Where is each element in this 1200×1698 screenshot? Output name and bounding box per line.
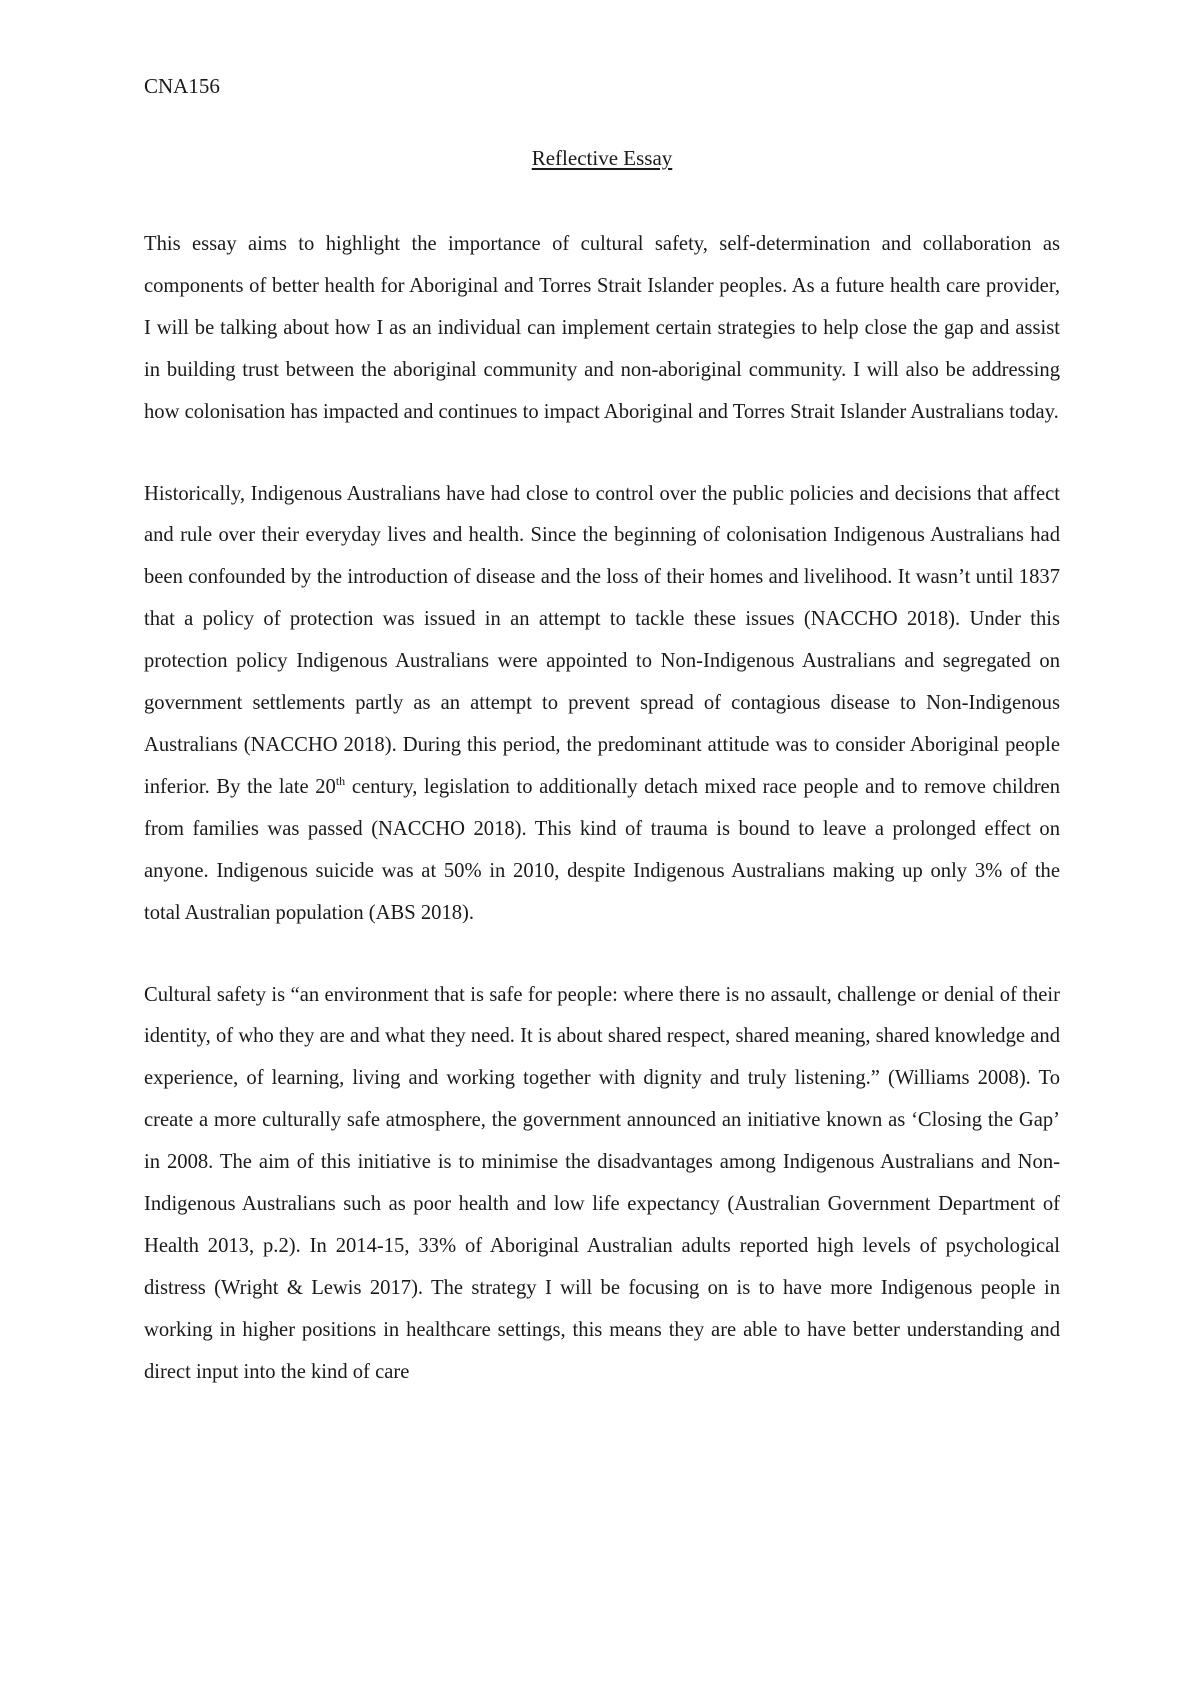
ordinal-superscript: th bbox=[335, 774, 346, 789]
paragraph-history-text-part1: Historically, Indigenous Australians have had close to control over the public policies and decisions that affect and rule over their everyday lives and health. Since the beginning of colonisation Indigenous Australians had been confounded by the introduction of disease and the loss of their homes and livelihood. It wasn’t until 1837 that a policy of protection was issued in an attempt to tackle these issues (NACCHO 2018). Under this protection policy Indigenous Australians were appointed to Non-Indigenous Australians and segregated on government settlements partly as an attempt to prevent spread of contagious disease to Non-Indigenous Australians (NACCHO 2018). During this period, the predominant attitude was to consider Aboriginal people inferior. By the late 20 bbox=[144, 482, 1060, 798]
paragraph-history bbox=[144, 474, 1060, 935]
essay-body bbox=[144, 224, 1060, 1434]
paragraph-introduction: This essay aims to highlight the importance of cultural safety, self-determination and collaboration as components of better health for Aboriginal and Torres Strait Islander peoples. As a future health care provider, I will be talking about how I as an individual can implement certain strategies to help close the gap and assist in building trust between the aboriginal community and non-aboriginal community. I will also be addressing how colonisation has impacted and continues to impact Aboriginal and Torres Strait Islander Australians today. bbox=[144, 233, 1060, 423]
essay-title bbox=[144, 144, 1060, 172]
essay-title-text: Reflective Essay bbox=[531, 146, 673, 170]
course-code: CNA156 bbox=[144, 74, 220, 98]
paragraph-history-text-part2: century, legislation to additionally detach mixed race people and to remove children from families was passed (NACCHO 2018). This kind of trauma is bound to leave a prolonged effect on anyone. Indigenous suicide was at 50% in 2010, despite Indigenous Australians making up only 3% of the total Australian population (ABS 2018). bbox=[144, 775, 1060, 924]
paragraph-cultural-safety: Cultural safety is “an environment that is safe for people: where there is no assault, challenge or denial of their identity, of who they are and what they need. It is about shared respect, shared meaning, shared knowledge and experience, of learning, living and working together with dignity and truly listening.” (Williams 2008). To create a more culturally safe atmosphere, the government announced an initiative known as ‘Closing the Gap’ in 2008. The aim of this initiative is to minimise the disadvantages among Indigenous Australians and Non-Indigenous Australians such as poor health and low life expectancy (Australian Government Department of Health 2013, p.2). In 2014-15, 33% of Aboriginal Australian adults reported high levels of psychological distress (Wright & Lewis 2017). The strategy I will be focusing on is to have more Indigenous people in working in higher positions in healthcare settings, this means they are able to have better understanding and direct input into the kind of care bbox=[144, 983, 1060, 1383]
